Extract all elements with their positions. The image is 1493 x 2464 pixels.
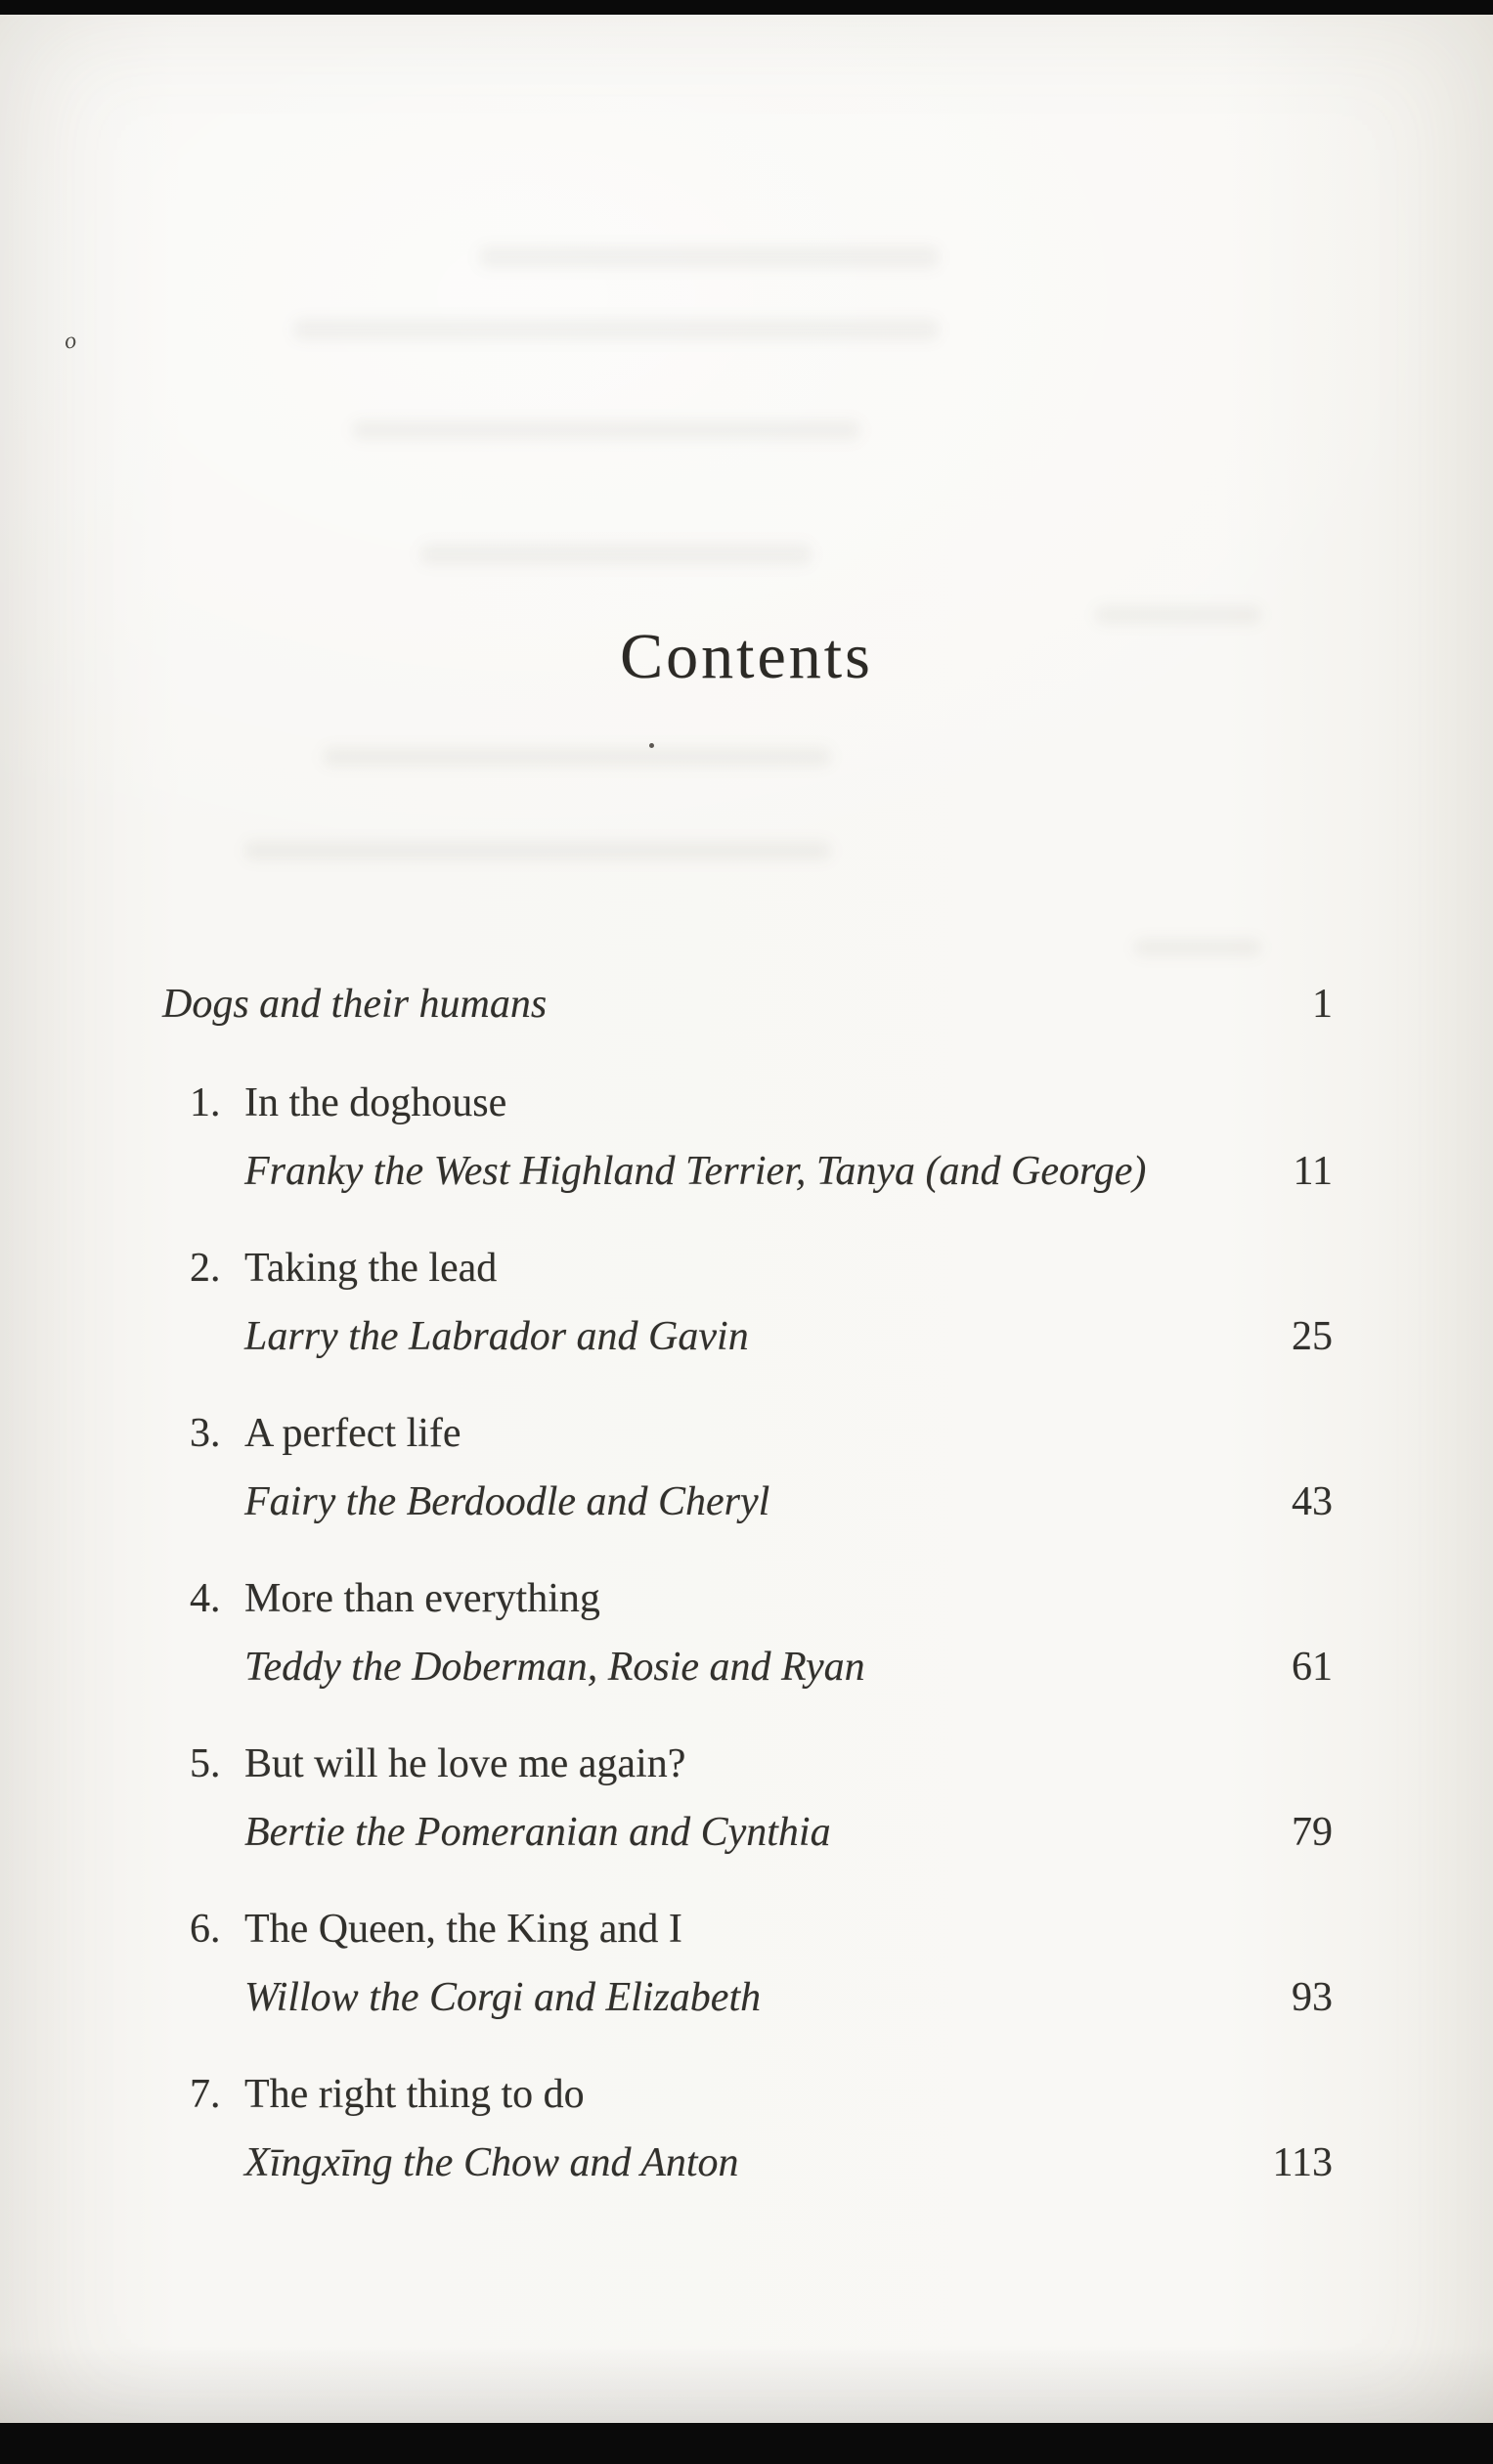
page-showthrough — [293, 319, 939, 340]
page-number: 1 — [1312, 982, 1333, 1027]
toc-entry — [162, 1564, 1333, 1701]
chapter-subtitle: Bertie the Pomeranian and Cynthia — [244, 1810, 831, 1855]
chapter-title-line — [162, 1234, 1333, 1302]
chapter-subtitle-line — [162, 1302, 1333, 1371]
page-number: 11 — [1293, 1149, 1333, 1194]
scan-edge-bottom — [0, 2423, 1493, 2464]
toc-entry — [162, 2060, 1333, 2197]
chapter-subtitle: Teddy the Doberman, Rosie and Ryan — [244, 1645, 865, 1690]
chapter-number: 5. — [190, 1741, 221, 1786]
section-title-line — [162, 970, 1333, 1038]
page-showthrough — [244, 841, 831, 860]
chapter-subtitle: Larry the Labrador and Gavin — [244, 1314, 749, 1359]
page-showthrough — [1134, 939, 1261, 956]
chapter-title-line — [162, 2060, 1333, 2129]
chapter-title-line — [162, 1730, 1333, 1798]
table-of-contents — [162, 970, 1333, 2225]
toc-entry — [162, 1895, 1333, 2032]
chapter-number: 2. — [190, 1246, 221, 1291]
chapter-title: But will he love me again? — [244, 1741, 686, 1786]
section-title: Dogs and their humans — [162, 982, 548, 1027]
chapter-subtitle-line — [162, 1798, 1333, 1867]
page-number: 79 — [1292, 1810, 1333, 1855]
page-number: 93 — [1292, 1975, 1333, 2020]
chapter-number: 7. — [190, 2072, 221, 2117]
chapter-title: The Queen, the King and I — [244, 1907, 682, 1952]
toc-entry — [162, 1069, 1333, 1206]
chapter-title-line — [162, 1895, 1333, 1963]
chapter-title: A perfect life — [244, 1411, 461, 1456]
chapter-title: In the doghouse — [244, 1080, 507, 1125]
toc-entry — [162, 1730, 1333, 1867]
toc-entry — [162, 1234, 1333, 1371]
page-number: 25 — [1292, 1314, 1333, 1359]
page-number: 43 — [1292, 1479, 1333, 1524]
ink-mark: o — [63, 328, 78, 355]
page-title: Contents — [620, 621, 873, 692]
chapter-number: 3. — [190, 1411, 221, 1456]
scan-speck — [649, 743, 654, 748]
chapter-title: Taking the lead — [244, 1246, 498, 1291]
page-showthrough — [420, 544, 812, 565]
chapter-title-line — [162, 1564, 1333, 1633]
page-number: 113 — [1272, 2140, 1333, 2185]
chapter-title: More than everything — [244, 1576, 600, 1621]
chapter-subtitle: Xīngxīng the Chow and Anton — [244, 2140, 739, 2185]
chapter-subtitle: Willow the Corgi and Elizabeth — [244, 1975, 762, 2020]
chapter-number: 4. — [190, 1576, 221, 1621]
chapter-subtitle-line — [162, 1137, 1333, 1206]
chapter-subtitle-line — [162, 2129, 1333, 2197]
page-showthrough — [479, 246, 939, 268]
chapter-subtitle-line — [162, 1633, 1333, 1701]
toc-entry — [162, 1399, 1333, 1536]
scan-shadow-bottom — [0, 2345, 1493, 2423]
page-showthrough — [323, 747, 831, 767]
chapter-title: The right thing to do — [244, 2072, 585, 2117]
chapter-title-line — [162, 1069, 1333, 1137]
chapter-subtitle-line — [162, 1963, 1333, 2032]
page-number: 61 — [1292, 1645, 1333, 1690]
chapter-subtitle-line — [162, 1468, 1333, 1536]
chapter-number: 1. — [190, 1080, 221, 1125]
page-showthrough — [352, 420, 860, 440]
scan-edge-top — [0, 0, 1493, 15]
chapter-title-line — [162, 1399, 1333, 1468]
chapter-subtitle: Franky the West Highland Terrier, Tanya (and George) — [244, 1149, 1147, 1194]
chapter-subtitle: Fairy the Berdoodle and Cheryl — [244, 1479, 770, 1524]
chapter-number: 6. — [190, 1907, 221, 1952]
toc-entry — [162, 970, 1333, 1038]
